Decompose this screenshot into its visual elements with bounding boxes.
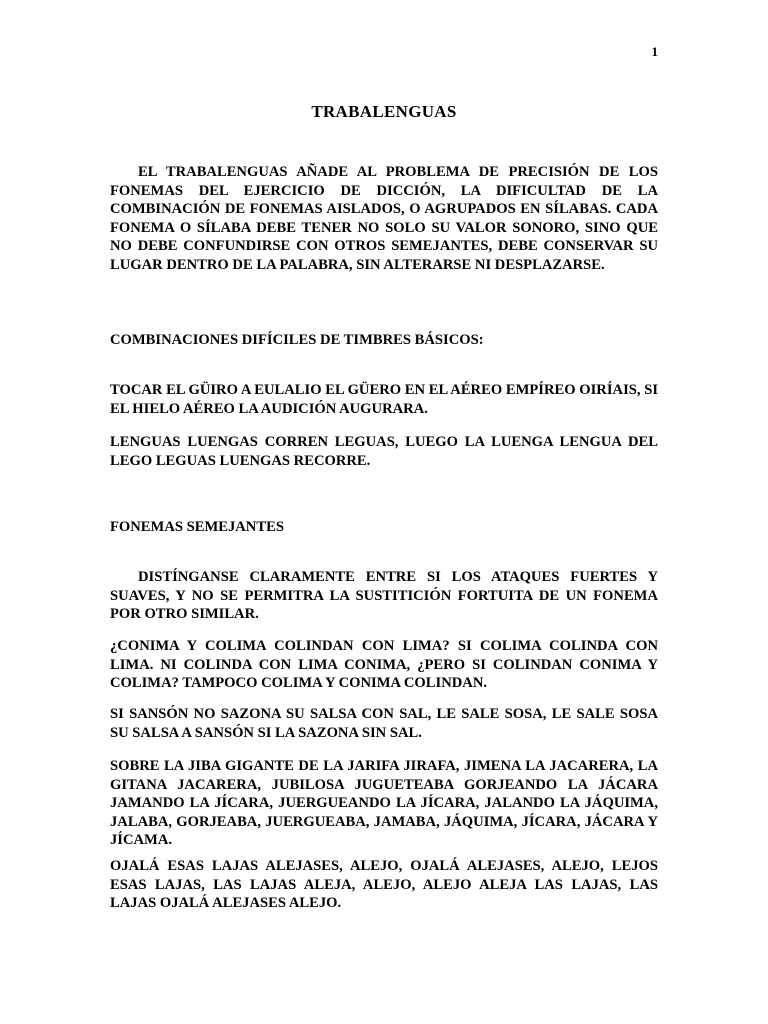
tongue-twister-colima: ¿CONIMA Y COLIMA COLINDAN CON LIMA? SI COLIMA COLINDA CON LIMA. NI COLINDA CON LIMA CONIMA, ¿PERO SI COLINDAN CONIMA Y COLIMA? TAMPOCO COLIMA Y CONIMA COLINDAN.: [110, 638, 658, 691]
tongue-twister-sanson: SI SANSÓN NO SAZONA SU SALSA CON SAL, LE SALE SOSA, LE SALE SOSA SU SALSA A SANSÓN SI LA SAZONA SIN SAL.: [110, 706, 658, 741]
page-number: 1: [651, 44, 658, 59]
tongue-twister-lenguas: LENGUAS LUENGAS CORREN LEGUAS, LUEGO LA LUENGA LENGUA DEL LEGO LEGUAS LUENGAS RECORRE.: [110, 434, 658, 469]
document-title: TRABALENGUAS: [311, 102, 457, 121]
intro-paragraph: EL TRABALENGUAS AÑADE AL PROBLEMA DE PRECISIÓN DE LOS FONEMAS DEL EJERCICIO DE DICCIÓN, LA DIFICULTAD DE LA COMBINACIÓN DE FONEMAS AISLADOS, O AGRUPADOS EN SÍLABAS. CADA FONEMA O SÍLABA DEBE TENER NO SOLO SU VALOR SONORO, SINO QUE NO DEBE CONFUNDIRSE CON OTROS SEMEJANTES, DEBE CONSERVAR SU LUGAR DENTRO DE LA PALABRA, SIN ALTERARSE NI DESPLAZARSE.: [110, 164, 658, 273]
section-heading-combinaciones: COMBINACIONES DIFÍCILES DE TIMBRES BÁSICOS:: [110, 332, 484, 348]
tongue-twister-alejo: OJALÁ ESAS LAJAS ALEJASES, ALEJO, OJALÁ ALEJASES, ALEJO, LEJOS ESAS LAJAS, LAS LAJAS ALEJA, ALEJO, ALEJO ALEJA LAS LAJAS, LAS LAJAS OJALÁ ALEJASES ALEJO.: [110, 858, 658, 911]
section-heading-fonemas: FONEMAS SEMEJANTES: [110, 519, 284, 535]
tongue-twister-guiro: TOCAR EL GÜIRO A EULALIO EL GÜERO EN EL AÉREO EMPÍREO OIRÍAIS, SI EL HIELO AÉREO LA AUDICIÓN AUGURARA.: [110, 382, 658, 417]
fonemas-intro-paragraph: DISTÍNGANSE CLARAMENTE ENTRE SI LOS ATAQUES FUERTES Y SUAVES, Y NO SE PERMITRA LA SUSTITICIÓN FORTUITA DE UN FONEMA POR OTRO SIMILAR.: [110, 569, 658, 622]
tongue-twister-jirafa: SOBRE LA JIBA GIGANTE DE LA JARIFA JIRAFA, JIMENA LA JACARERA, LA GITANA JACARERA, JUBILOSA JUGUETEABA GORJEANDO LA JÁCARA JAMANDO LA JÍCARA, JUERGUEANDO LA JÍCARA, JALANDO LA JÁQUIMA, JALABA, GORJEABA, JUERGUEABA, JAMABA, JÁQUIMA, JÍCARA, JÁCARA Y JÍCAMA.: [110, 758, 658, 848]
